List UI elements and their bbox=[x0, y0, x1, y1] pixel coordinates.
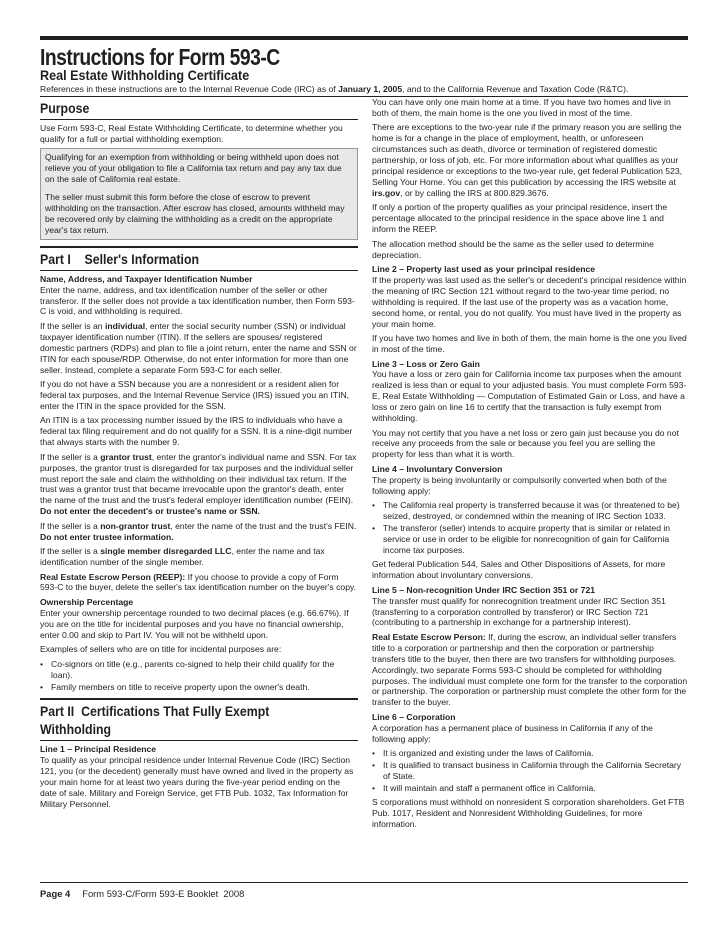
paragraph-text: Enter the name, address, and tax identification number of the seller or other transferor. If the seller does not provide a tax identification number, then Form 593-C is void, and withholding is required. bbox=[40, 284, 355, 317]
text: If the seller is an bbox=[40, 320, 105, 331]
subheading: Name, Address, and Taxpayer Identification Number bbox=[40, 273, 253, 284]
references-text-end: , and to the California Revenue and Taxation Code (R&TC). bbox=[402, 84, 629, 94]
text: , enter the name of the trust and the trust's FEIN. bbox=[170, 520, 357, 531]
line6-block bbox=[372, 712, 688, 745]
text: , enter the social security number (SSN) or individual taxpayer identification number (ITIN). If the sellers are spouses/ registered domestic partners (RDPs) and plan to file a joint return, enter the name and SSN or ITIN for each spouse/RDP. Otherwise, do not enter information for more than one seller. Instead, complete a separate Form 593-C for each seller. bbox=[40, 320, 357, 375]
paragraph: Get federal Publication 544, Sales and Other Dispositions of Assets, for more information about involuntary conversions. bbox=[372, 559, 666, 581]
paragraph bbox=[372, 122, 688, 198]
references-date: January 1, 2005 bbox=[338, 84, 403, 94]
footer-divider bbox=[40, 882, 688, 883]
paragraph bbox=[40, 521, 358, 543]
paragraph bbox=[40, 572, 358, 594]
section-rule bbox=[40, 698, 358, 700]
paragraph: You may not certify that you have a net loss or zero gain just because you do not receive any proceeds from the sale or because you feel you are selling the property for less than what it is worth. bbox=[372, 427, 679, 460]
text-bold: individual bbox=[104, 320, 146, 331]
subheading: Line 3 – Loss or Zero Gain bbox=[372, 358, 480, 369]
list-item: • The transferor (seller) intends to acquire property that is similar or related in service or use in order to be eligible for nonrecognition of gain for California income tax purposes. bbox=[372, 523, 688, 556]
paragraph: The allocation method should be the same as the seller used to determine depreciation. bbox=[372, 238, 654, 260]
list-item: • It will maintain and staff a permanent office in California. bbox=[372, 783, 688, 794]
purpose-notice-box bbox=[40, 148, 358, 239]
paragraph-text: Enter your ownership percentage rounded to two decimal places (e.g. 66.67%). If you are on the title for incidental purposes and you have no financial ownership, enter 0.00 and skip to Part IV. You will not be withheld upon. bbox=[40, 607, 349, 640]
subheading: Line 2 – Property last used as your principal residence bbox=[372, 264, 596, 275]
text-bold: non-grantor trust bbox=[100, 520, 171, 531]
paragraph-text: If the property was last used as the seller's or decedent's principal residence within the meaning of IRC Section 121 without regard to the two-year time period, no withholding is required. If the last use of the property was as a vacation home, second home, or rental, you do not qualify. You must have lived in the property as your main home. bbox=[372, 274, 687, 329]
paragraph: You can have only one main home at a time. If you have two homes and live in both of them, the main home is the one you lived in most of the time. bbox=[372, 97, 671, 118]
section-rule bbox=[40, 246, 358, 248]
section-rule bbox=[40, 270, 358, 271]
section-heading-part2-cont: Withholding bbox=[40, 721, 112, 738]
list-item: • Co-signors on title (e.g., parents co-signed to help their child qualify for the loan). bbox=[40, 659, 358, 681]
paragraph bbox=[40, 546, 358, 568]
text: If the seller is a bbox=[40, 546, 101, 557]
paragraph: An ITIN is a tax processing number issued by the IRS to individuals who have a federal tax filing requirement and do not qualify for a SSN. It is a nine-digit number that always starts with the number 9. bbox=[40, 415, 353, 448]
right-column bbox=[372, 97, 688, 834]
section-heading-purpose: Purpose bbox=[40, 100, 90, 116]
list-item: • The California real property is transferred because it was (or threatened to be) seized, destroyed, or condemned within the meaning of IRC Section 1033. bbox=[372, 500, 688, 522]
ownership-block bbox=[40, 597, 358, 641]
notice-paragraph: Qualifying for an exemption from withholding or being withheld upon does not relieve you of your obligation to file a California tax return and pay any tax due on the sale of California real estate. bbox=[45, 152, 342, 185]
subheading: Line 5 – Non-recognition Under IRC Section 351 or 721 bbox=[372, 584, 596, 595]
text-bold: Do not enter the decedent's or trustee's name or SSN. bbox=[40, 506, 260, 517]
text-bold: single member disregarded LLC bbox=[100, 546, 232, 557]
paragraph-text: To qualify as your principal residence under Internal Revenue Code (IRC) Section 121, you (or the decedent) generally must have owned and lived in the property as your main home for at least two years during the five-year period ending on the date of sale. Military and Foreign Service, get FTB Pub. 1032, Tax Information for Military Personnel. bbox=[40, 755, 354, 809]
section-rule bbox=[40, 119, 358, 120]
text: If, during the escrow, an individual seller transfers title to a corporation or partnership and then the corporation or partnership transfers title to the buyer, then there are two transfers for withholding purposes. Accordingly, two separate Forms 593-C should be completed for withholding purposes. The individual must complete one form for the transfer to the corporation or partnership. The corporation or partnership must complete the other form for the transfer to the buyer. bbox=[372, 631, 688, 708]
text-bold: Real Estate Escrow Person (REEP): bbox=[40, 571, 186, 582]
subheading: Line 6 – Corporation bbox=[372, 711, 456, 722]
paragraph bbox=[40, 452, 358, 517]
text: There are exceptions to the two-year rule if the primary reason you are selling the home is for a change in the place of employment, health, or unforeseen circumstances such as death, divorce or termination of registered domestic partnership, or loss of job, etc. For more information about what qualifies as your principal residence or exceptions to the two-year rule, get federal Publication 523, Selling Your Home. You can get this publication by accessing the IRS website at bbox=[372, 122, 683, 187]
section-rule bbox=[40, 740, 358, 741]
line4-block bbox=[372, 464, 688, 497]
text: , enter the grantor's individual name and SSN. For tax purposes, the grantor trust is disregarded for tax purposes and the individual seller must report the sale and claim the withholding on their individual tax return. If the trust was a grantor trust that became irrevocable upon the grantor's death, enter the name of the trust and the trust's federal employer identification number (FEIN). bbox=[40, 451, 357, 506]
page-footer bbox=[40, 888, 244, 899]
paragraph-text: The property is being involuntarily or compulsorily converted when both of the following apply: bbox=[372, 474, 667, 496]
section-heading-part2: Part II Certifications That Fully Exempt bbox=[40, 703, 270, 720]
bullet-list bbox=[372, 500, 688, 556]
text-bold: irs.gov bbox=[372, 187, 401, 198]
text-bold: Real Estate Escrow Person: bbox=[372, 631, 486, 642]
section-heading-part1: Part I Seller's Information bbox=[40, 250, 200, 267]
top-rule bbox=[40, 36, 688, 40]
paragraph bbox=[40, 321, 358, 376]
purpose-intro: Use Form 593-C, Real Estate Withholding Certificate, to determine whether you qualify for a full or partial withholding exemption. bbox=[40, 123, 343, 144]
paragraph: S corporations must withhold on nonresident S corporation shareholders. Get FTB Pub. 1017, Resident and Nonresident Withholding Guidelines, for more information. bbox=[372, 797, 685, 830]
references-note bbox=[40, 84, 628, 94]
list-item: • It is qualified to transact business in California through the California Secretary of State. bbox=[372, 760, 688, 782]
list-item: • Family members on title to receive property upon the owner's death. bbox=[40, 682, 358, 693]
text: If you choose to provide a copy of Form 593-C to the buyer, delete the seller's tax identification number on the buyer's copy. bbox=[40, 571, 357, 593]
references-text: References in these instructions are to the Internal Revenue Code (IRC) as of bbox=[40, 84, 339, 94]
text: If the seller is a bbox=[40, 451, 101, 462]
text-bold: Do not enter trustee information. bbox=[40, 531, 174, 542]
line2-block bbox=[372, 264, 688, 329]
bullet-list bbox=[372, 748, 688, 794]
part1-name-block bbox=[40, 274, 358, 318]
page-subtitle: Real Estate Withholding Certificate bbox=[40, 67, 250, 83]
text: , enter the name and tax identification number of the single member. bbox=[40, 546, 325, 568]
line5-block bbox=[372, 585, 688, 629]
line3-block bbox=[372, 359, 688, 424]
page-number: Page 4 bbox=[40, 888, 71, 899]
text: , or by calling the IRS at 800.829.3676. bbox=[400, 187, 549, 198]
paragraph-text: You have a loss or zero gain for California income tax purposes when the amount realized is less than or equal to your adjusted basis. You must complete Form 593-E, Real Estate Withholding — Computation of Estimated Gain or Loss, and have a loss or zero gain on line 16 to certify that the transaction is fully exempt from withholding. bbox=[372, 369, 687, 424]
paragraph: If only a portion of the property qualifies as your principal residence, insert the percentage allocated to the principal residence in the space above line 1 and inform the REEP. bbox=[372, 202, 668, 235]
list-item: • It is organized and existing under the laws of California. bbox=[372, 748, 688, 759]
paragraph-text: A corporation has a permanent place of business in California if any of the following apply: bbox=[372, 722, 653, 744]
bullet-list bbox=[40, 659, 358, 693]
paragraph: Examples of sellers who are on title for incidental purposes are: bbox=[40, 644, 282, 655]
paragraph bbox=[372, 632, 688, 708]
notice-paragraph: The seller must submit this form before the close of escrow to prevent withholding on the transaction. After escrow has closed, amounts withheld may be recovered only by claiming the withholding as a credit on the appropriate year's tax return. bbox=[45, 192, 345, 235]
line1-block bbox=[40, 744, 358, 809]
left-column bbox=[40, 97, 358, 813]
paragraph: If you have two homes and live in both of them, the main home is the one you lived in most of the time. bbox=[372, 333, 687, 354]
page-title: Instructions for Form 593-C bbox=[40, 44, 280, 70]
subheading: Ownership Percentage bbox=[40, 596, 134, 607]
paragraph: If you do not have a SSN because you are a nonresident or a resident alien for federal tax purposes, and the Internal Revenue Service (IRS) issued you an ITIN, enter the ITIN in the space provided for the SSN. bbox=[40, 379, 350, 411]
text-bold: grantor trust bbox=[100, 451, 152, 462]
booklet-name: Form 593-C/Form 593-E Booklet 2008 bbox=[82, 888, 245, 899]
paragraph-text: The transfer must qualify for nonrecognition treatment under IRC Section 351 (transferring to a corporation controlled by transferor) or IRC Section 721 (contributing to a partnership in exchange for a partnership interest). bbox=[372, 595, 666, 628]
subheading: Line 1 – Principal Residence bbox=[40, 744, 157, 755]
subheading: Line 4 – Involuntary Conversion bbox=[372, 463, 503, 474]
text: If the seller is a bbox=[40, 520, 101, 531]
